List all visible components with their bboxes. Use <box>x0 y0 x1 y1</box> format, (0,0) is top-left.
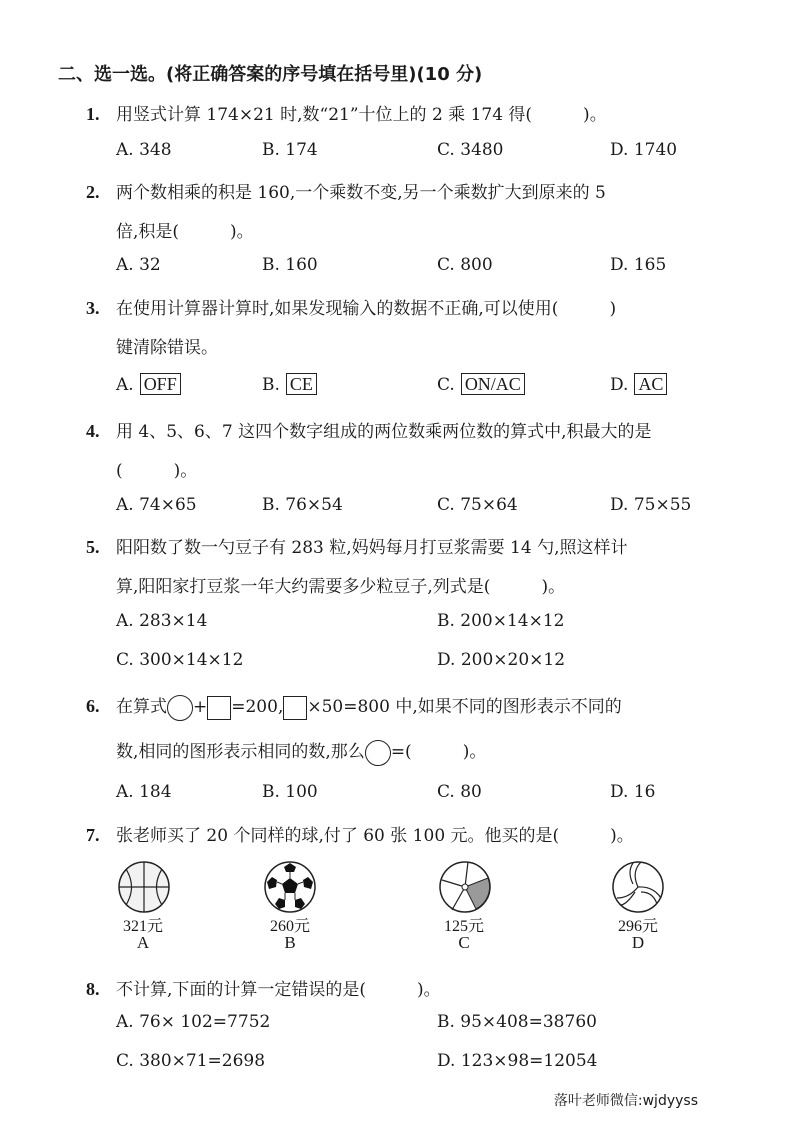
question-text: 两个数相乘的积是 160,一个乘数不变,另一个乘数扩大到原来的 5 <box>116 183 606 203</box>
question-text: 阳阳数了数一勺豆子有 283 粒,妈妈每月打豆浆需要 14 勺,照这样计 <box>116 538 628 558</box>
option-b: B. 76×54 <box>262 495 343 515</box>
price-label: 296元 <box>617 918 658 935</box>
question-7 <box>86 821 634 846</box>
option-a: A. 348 <box>116 140 172 160</box>
option-b: B. 200×14×12 <box>437 611 565 631</box>
option-label: A <box>136 933 150 952</box>
question-number: 2. <box>86 182 100 202</box>
option-c: C. ON/AC <box>437 373 525 395</box>
volleyball-icon <box>611 860 665 914</box>
section-title: 二、选一选。(将正确答案的序号填在括号里)(10 分) <box>58 64 483 85</box>
question-5 <box>86 533 628 558</box>
option-label: C <box>458 933 470 952</box>
option-a: A. 32 <box>116 255 161 275</box>
option-b: B. 174 <box>262 140 318 160</box>
option-label: D <box>631 933 645 952</box>
footer-contact: 落叶老师微信:wjdyyss <box>553 1093 698 1109</box>
option-b: B. 95×408=38760 <box>437 1012 597 1032</box>
question-text: 在使用计算器计算时,如果发现输入的数据不正确,可以使用( ) <box>116 299 617 319</box>
question-text: 用竖式计算 174×21 时,数“21”十位上的 2 乘 174 得( )。 <box>116 105 607 125</box>
question-number: 1. <box>86 104 100 124</box>
question-number: 5. <box>86 537 100 557</box>
option-d: D. 16 <box>610 782 656 802</box>
question-text-continued: 算,阳阳家打豆浆一年大约需要多少粒豆子,列式是( )。 <box>116 577 566 597</box>
circle-shape-icon <box>167 695 193 721</box>
option-a: A. 184 <box>116 782 172 802</box>
option-d: D. 165 <box>610 255 667 275</box>
option-d: D. 200×20×12 <box>437 650 566 670</box>
question-number: 8. <box>86 979 100 999</box>
option-label: B <box>284 933 296 952</box>
question-text-continued: 键清除错误。 <box>116 338 218 358</box>
option-c: C. 3480 <box>437 140 504 160</box>
question-number: 6. <box>86 696 100 716</box>
option-c: C. 380×71=2698 <box>116 1051 266 1071</box>
price-label: 321元 <box>122 918 163 935</box>
option-a: A. 74×65 <box>116 495 197 515</box>
option-b: B. 100 <box>262 782 318 802</box>
question-6: 6. 在算式 + =200, ×50=800 中,如果不同的图形表示不同的 <box>86 692 622 721</box>
question-text-continued: 倍,积是( )。 <box>116 222 254 242</box>
question-8 <box>86 975 441 1000</box>
question-text: 用 4、5、6、7 这四个数字组成的两位数乘两位数的算式中,积最大的是 <box>116 422 652 442</box>
question-3 <box>86 294 616 319</box>
option-b: B. 160 <box>262 255 318 275</box>
question-text: 张老师买了 20 个同样的球,付了 60 张 100 元。他买的是( )。 <box>116 826 634 846</box>
option-a: A. 76× 102=7752 <box>116 1012 271 1032</box>
question-number: 7. <box>86 825 100 845</box>
question-text: 不计算,下面的计算一定错误的是( )。 <box>116 980 441 1000</box>
option-c: C. 75×64 <box>437 495 518 515</box>
soccer-ball-icon <box>263 860 317 914</box>
square-shape-icon <box>283 696 307 720</box>
on-ac-key: ON/AC <box>461 373 525 395</box>
option-b: B. CE <box>262 373 317 395</box>
option-c: C. 80 <box>437 782 482 802</box>
beach-ball-icon <box>438 860 492 914</box>
option-d: D. 123×98=12054 <box>437 1051 598 1071</box>
ce-key: CE <box>286 373 317 395</box>
question-4 <box>86 417 651 442</box>
question-1 <box>86 100 607 125</box>
option-d: D. 75×55 <box>610 495 692 515</box>
circle-shape-icon <box>365 740 391 766</box>
option-d: D. AC <box>610 373 667 395</box>
question-2 <box>86 178 606 203</box>
price-label: 260元 <box>269 918 310 935</box>
option-c: C. 800 <box>437 255 493 275</box>
question-text-continued: 数,相同的图形表示相同的数,那么 =( )。 <box>116 737 486 766</box>
price-label: 125元 <box>443 918 484 935</box>
ac-key: AC <box>634 373 667 395</box>
question-number: 4. <box>86 421 100 441</box>
option-c: C. 300×14×12 <box>116 650 244 670</box>
square-shape-icon <box>207 696 231 720</box>
question-number: 3. <box>86 298 100 318</box>
off-key: OFF <box>140 373 181 395</box>
question-text-continued: ( )。 <box>116 461 198 481</box>
option-d: D. 1740 <box>610 140 678 160</box>
option-a: A. 283×14 <box>116 611 208 631</box>
option-a: A. OFF <box>116 373 181 395</box>
basketball-icon <box>117 860 171 914</box>
